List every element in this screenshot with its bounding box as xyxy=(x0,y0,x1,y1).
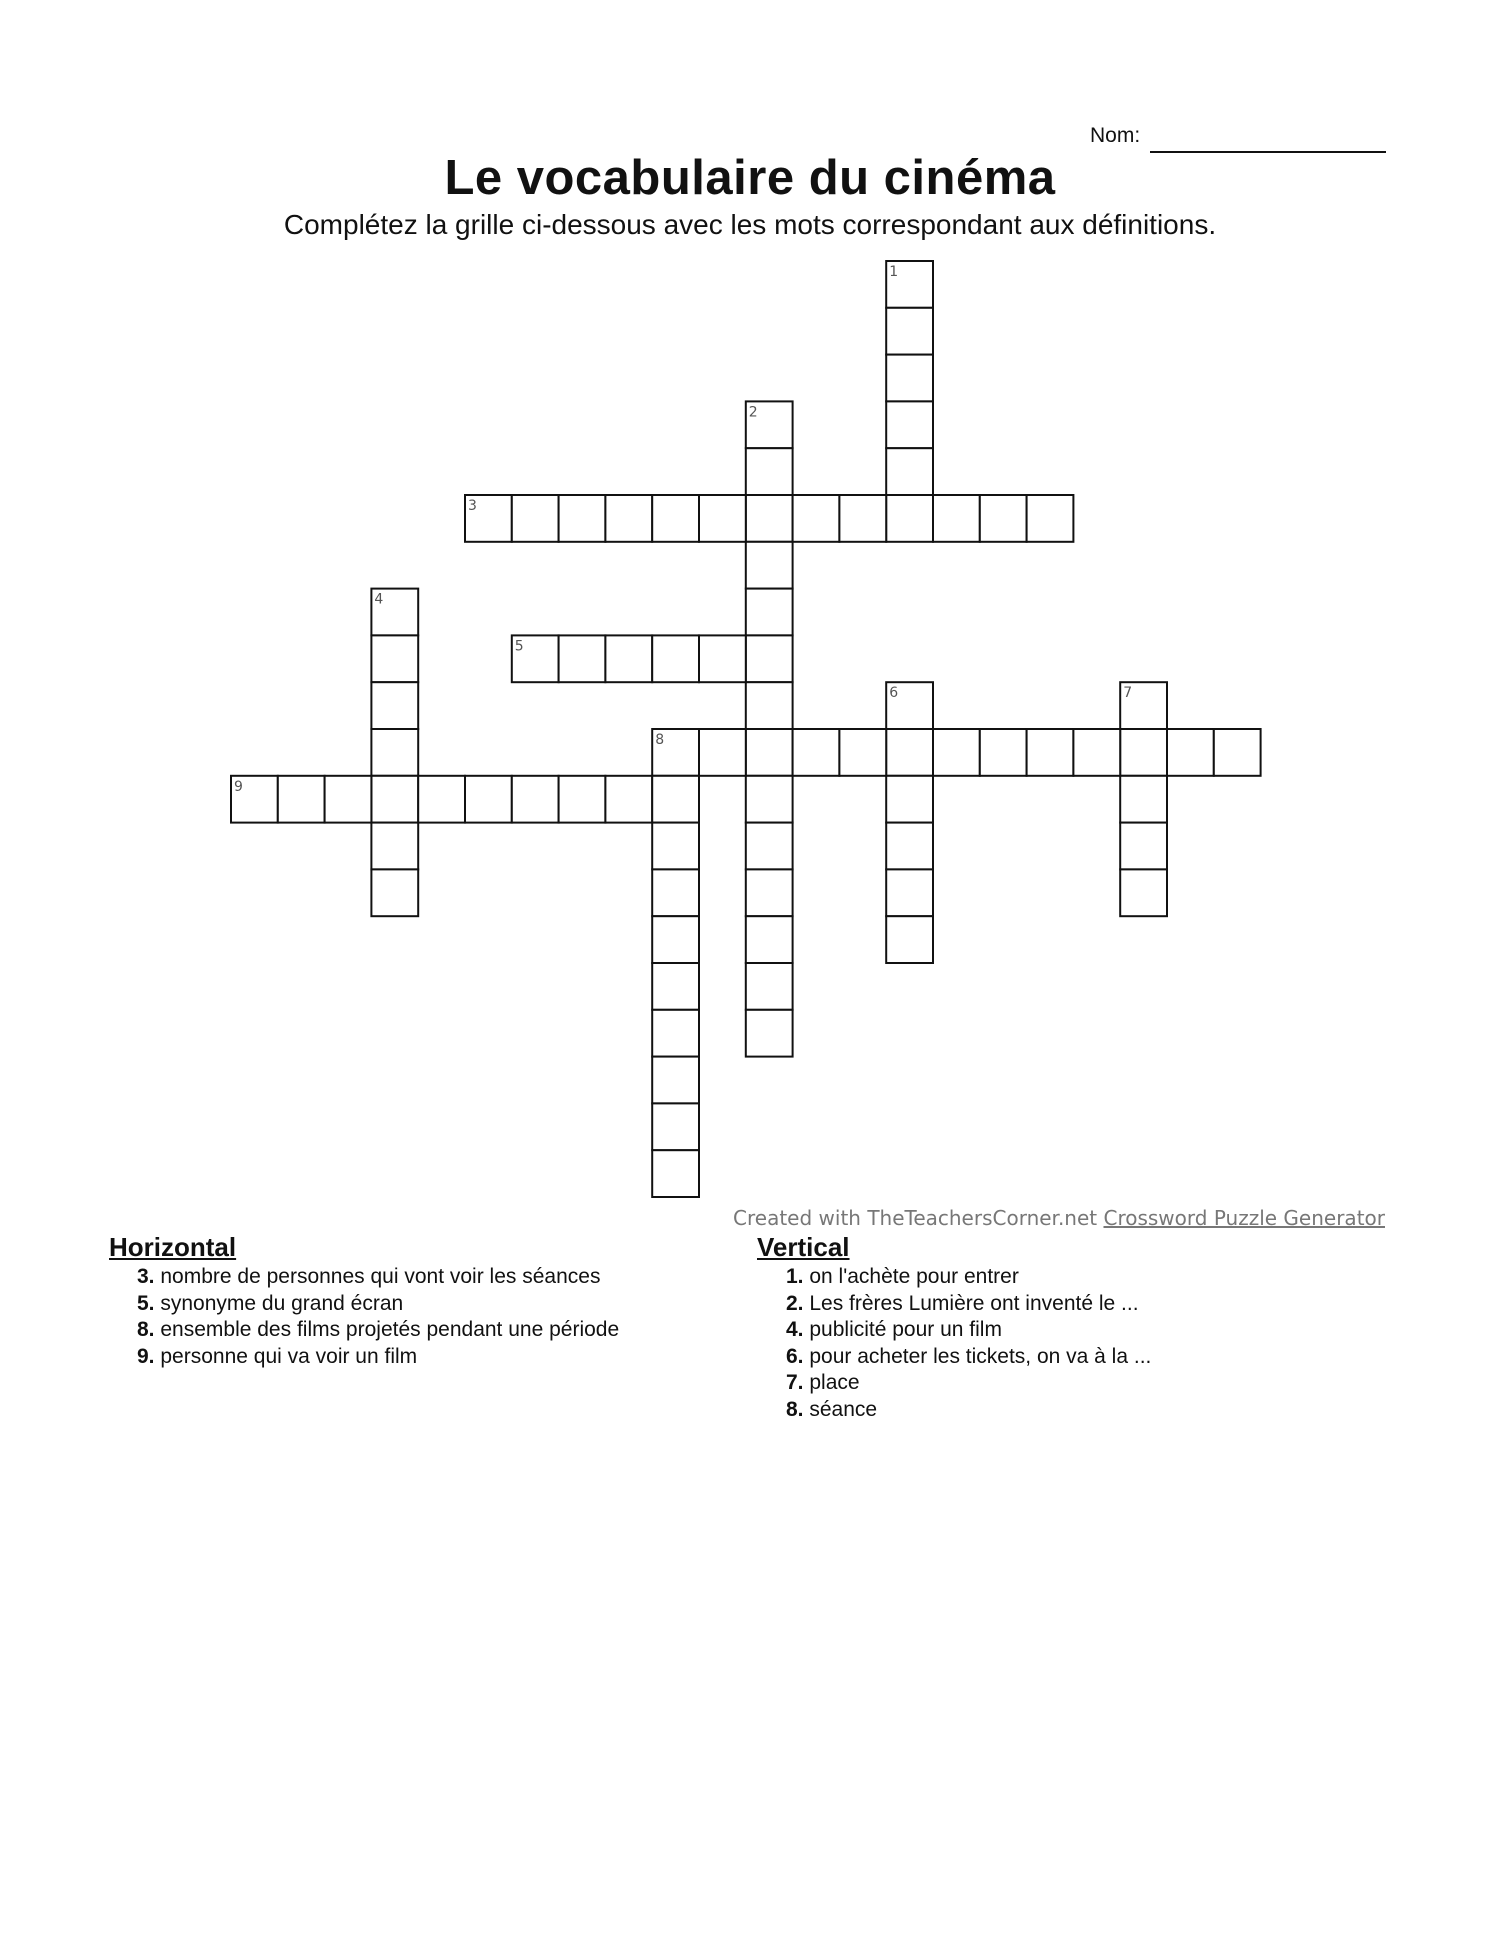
crossword-cell[interactable] xyxy=(746,823,793,870)
crossword-cell[interactable] xyxy=(839,729,886,776)
crossword-cell[interactable] xyxy=(746,729,793,776)
credit-line xyxy=(733,1206,1385,1230)
clue-number-label: 6 xyxy=(889,685,899,702)
name-label: Nom: xyxy=(1090,124,1141,147)
crossword-cell[interactable] xyxy=(1027,495,1074,542)
clue-text: publicité pour un film xyxy=(809,1318,1002,1341)
clue-text: Les frères Lumière ont inventé le ... xyxy=(809,1291,1139,1315)
crossword-cell[interactable] xyxy=(746,542,793,589)
list-item xyxy=(137,1291,619,1318)
clue-number: 8. xyxy=(786,1397,804,1421)
generator-link[interactable]: Crossword Puzzle Generator xyxy=(1103,1206,1385,1230)
crossword-cell[interactable] xyxy=(1167,729,1214,776)
clue-number: 8. xyxy=(137,1318,155,1341)
crossword-cell[interactable] xyxy=(418,776,465,823)
crossword-cell[interactable] xyxy=(512,495,559,542)
crossword-cell[interactable] xyxy=(605,635,652,682)
crossword-cell[interactable] xyxy=(605,495,652,542)
crossword-cell[interactable] xyxy=(746,448,793,495)
crossword-cell[interactable] xyxy=(231,776,278,823)
clue-text: on l'achète pour entrer xyxy=(809,1265,1019,1288)
crossword-cell[interactable] xyxy=(465,495,512,542)
crossword-cell[interactable] xyxy=(465,776,512,823)
horizontal-clues xyxy=(137,1264,619,1370)
clue-number: 1. xyxy=(786,1265,804,1288)
crossword-cell[interactable] xyxy=(886,448,933,495)
crossword-cell[interactable] xyxy=(652,776,699,823)
page-title: Le vocabulaire du cinéma xyxy=(444,151,1056,205)
clue-number: 9. xyxy=(137,1344,155,1368)
crossword-cell[interactable] xyxy=(652,495,699,542)
crossword-cell[interactable] xyxy=(746,495,793,542)
clue-number-label: 5 xyxy=(514,638,524,655)
crossword-cell[interactable] xyxy=(652,1150,699,1197)
crossword-cell[interactable] xyxy=(512,635,559,682)
crossword-cell[interactable] xyxy=(746,682,793,729)
crossword-cell[interactable] xyxy=(699,729,746,776)
clue-number: 6. xyxy=(786,1344,804,1368)
crossword-cell[interactable] xyxy=(886,916,933,963)
crossword-cell[interactable] xyxy=(371,682,418,729)
crossword-cell[interactable] xyxy=(371,589,418,636)
clue-number-label: 8 xyxy=(655,732,665,748)
crossword-cell[interactable] xyxy=(980,495,1027,542)
crossword-cell[interactable] xyxy=(886,823,933,870)
crossword-cell[interactable] xyxy=(746,401,793,448)
list-item xyxy=(137,1344,619,1371)
clue-number: 4. xyxy=(786,1318,804,1341)
credit-prefix: Created with TheTeachersCorner.net xyxy=(733,1206,1104,1230)
crossword-cell[interactable] xyxy=(1214,729,1261,776)
crossword-cell[interactable] xyxy=(605,776,652,823)
clue-number-label: 3 xyxy=(468,498,477,514)
crossword-cell[interactable] xyxy=(886,401,933,448)
list-item xyxy=(786,1317,1151,1344)
list-item xyxy=(786,1291,1151,1318)
crossword-cell[interactable] xyxy=(652,963,699,1010)
crossword-cell[interactable] xyxy=(699,495,746,542)
clue-number: 5. xyxy=(137,1291,155,1315)
list-item xyxy=(137,1317,619,1344)
clue-text: pour acheter les tickets, on va à la ... xyxy=(809,1344,1152,1368)
vertical-clues xyxy=(786,1264,1151,1423)
crossword-cell[interactable] xyxy=(559,495,606,542)
crossword-cell[interactable] xyxy=(652,1010,699,1057)
crossword-cell[interactable] xyxy=(1120,869,1167,916)
crossword-cell[interactable] xyxy=(1073,729,1120,776)
crossword-cell[interactable] xyxy=(371,635,418,682)
crossword-cell[interactable] xyxy=(886,308,933,355)
crossword-cell[interactable] xyxy=(746,1010,793,1057)
horizontal-heading: Horizontal xyxy=(109,1232,237,1262)
crossword-cell[interactable] xyxy=(886,355,933,402)
clue-text: séance xyxy=(809,1397,878,1421)
crossword-cell[interactable] xyxy=(559,635,606,682)
clue-number-label: 2 xyxy=(748,404,758,421)
crossword-cell[interactable] xyxy=(793,729,840,776)
clue-text: personne qui va voir un film xyxy=(160,1344,418,1368)
crossword-cell[interactable] xyxy=(278,776,325,823)
vertical-heading: Vertical xyxy=(757,1232,850,1262)
crossword-cell[interactable] xyxy=(652,729,699,776)
clue-text: ensemble des films projetés pendant une période xyxy=(160,1318,620,1341)
crossword-cell[interactable] xyxy=(980,729,1027,776)
clue-number-label: 1 xyxy=(889,264,899,280)
crossword-cell[interactable] xyxy=(325,776,372,823)
crossword-cell[interactable] xyxy=(746,635,793,682)
crossword-cell[interactable] xyxy=(371,776,418,823)
crossword-cell[interactable] xyxy=(1027,729,1074,776)
crossword-cell[interactable] xyxy=(371,823,418,870)
crossword-cell[interactable] xyxy=(933,495,980,542)
crossword-cell[interactable] xyxy=(886,261,933,308)
instructions: Complétez la grille ci-dessous avec les mots correspondant aux définitions. xyxy=(283,209,1217,240)
clue-text: place xyxy=(809,1371,860,1394)
crossword-cell[interactable] xyxy=(652,1057,699,1104)
crossword-cell[interactable] xyxy=(652,869,699,916)
clue-text: synonyme du grand écran xyxy=(160,1291,404,1315)
crossword-cell[interactable] xyxy=(839,495,886,542)
list-item xyxy=(786,1370,1151,1397)
clue-number-label: 7 xyxy=(1123,685,1133,702)
crossword-cell[interactable] xyxy=(746,916,793,963)
clue-number: 3. xyxy=(137,1265,155,1288)
crossword-cell[interactable] xyxy=(746,963,793,1010)
crossword-cell[interactable] xyxy=(699,635,746,682)
crossword-cell[interactable] xyxy=(652,1103,699,1150)
crossword-cell[interactable] xyxy=(886,682,933,729)
crossword-cell[interactable] xyxy=(512,776,559,823)
crossword-cell[interactable] xyxy=(652,916,699,963)
list-item xyxy=(137,1264,619,1291)
crossword-cell[interactable] xyxy=(886,729,933,776)
clue-number: 7. xyxy=(786,1371,804,1394)
crossword-cell[interactable] xyxy=(652,635,699,682)
crossword-cell[interactable] xyxy=(746,776,793,823)
crossword-cell[interactable] xyxy=(1120,776,1167,823)
crossword-cell[interactable] xyxy=(559,776,606,823)
clue-text: nombre de personnes qui vont voir les séances xyxy=(160,1265,601,1288)
list-item xyxy=(786,1264,1151,1291)
crossword-cell[interactable] xyxy=(746,869,793,916)
crossword-cell[interactable] xyxy=(1120,682,1167,729)
crossword-cell[interactable] xyxy=(1120,729,1167,776)
crossword-cell[interactable] xyxy=(746,589,793,636)
crossword-cell[interactable] xyxy=(886,776,933,823)
clue-number: 2. xyxy=(786,1291,804,1315)
clue-number-label: 9 xyxy=(234,778,243,795)
crossword-cell[interactable] xyxy=(1120,823,1167,870)
crossword-cell[interactable] xyxy=(886,495,933,542)
crossword-cell[interactable] xyxy=(371,729,418,776)
crossword-cell[interactable] xyxy=(933,729,980,776)
crossword-cell[interactable] xyxy=(371,869,418,916)
crossword-cell[interactable] xyxy=(652,823,699,870)
list-item xyxy=(786,1397,1151,1424)
list-item xyxy=(786,1344,1151,1371)
clue-number-label: 4 xyxy=(374,591,384,608)
crossword-cell[interactable] xyxy=(793,495,840,542)
crossword-cell[interactable] xyxy=(886,869,933,916)
